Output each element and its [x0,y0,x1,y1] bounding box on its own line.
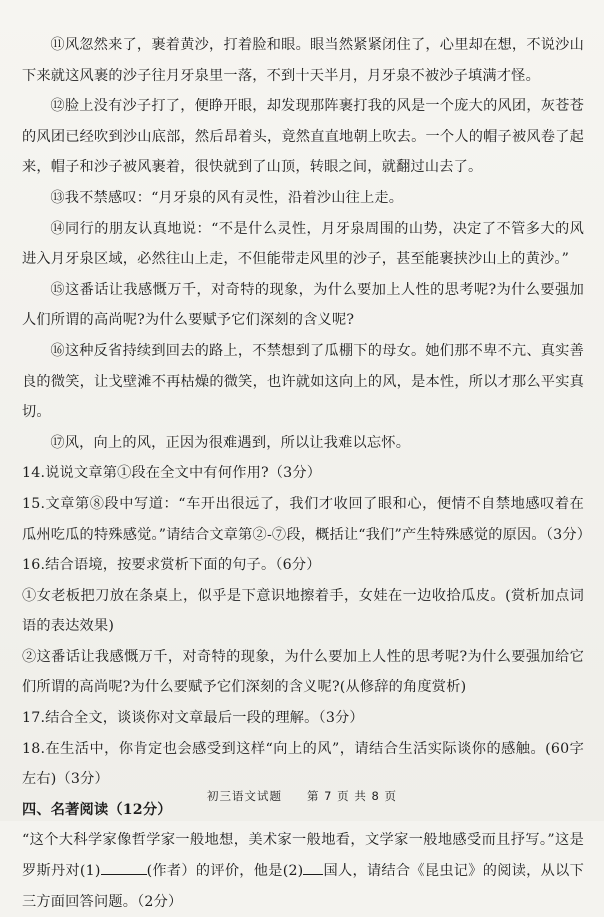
question-18: 18.在生活中，你肯定也会感受到这样“向上的风”，请结合生活实际谈你的感触。(60字左右)（3分） [22,740,584,788]
paragraph-17: ⑰风，向上的风，正因为很难遇到，所以让我难以忘怀。 [50,434,411,451]
section-title: 四、名著阅读（12分） [22,801,172,818]
reading-text-3: 国人，请结合《昆虫记》的阅读，从以下三方面回答问题。（2分） [22,863,584,910]
question-17: 17.结合全文，谈谈你对文章最后一段的理解。（3分） [22,710,364,727]
reading-text-2: (作者）的评价，他是(2) [146,863,304,880]
page-footer: 初三语文试题 第 7 页 共 8 页 [207,789,397,803]
question-16-item-1: ①女老板把刀放在条桌上，似乎是下意识地擦着手，女娃在一边收拾瓜皮。(赏析加点词语的表达效果) [22,587,584,635]
paragraph-12: ⑫脸上没有沙子打了，便睁开眼，却发现那阵裹打我的风是一个庞大的风团，灰苍苍的风团已经吹到沙山底部，然后昂着头，竟然直直地朝上吹去。一个人的帽子被风卷了起来，帽子和沙子被风裹着，很快就到了山顶，转眼之间，就翻过山去了。 [22,98,584,176]
reading-question [22,825,584,917]
question-16-item-2: ②这番话让我感慨万千，对奇特的现象，为什么要加上人性的思考呢?为什么要强加给它们所谓的高尚呢?为什么要赋予它们深刻的含义呢?(从修辞的角度赏析) [22,648,584,696]
question-14: 14.说说文章第①段在全文中有何作用?（3分） [22,465,322,482]
answer-blank-1 [101,874,147,875]
answer-blank-2 [303,874,323,875]
question-16: 16.结合语境，按要求赏析下面的句子。（6分） [22,557,321,574]
paragraph-16: ⑯这种反省持续到回去的路上，不禁想到了瓜棚下的母女。她们那不卑不亢、真实善良的微笑，让戈壁滩不再枯燥的微笑，也许就如这向上的风，是本性，所以才那么平实真切。 [22,342,584,421]
paragraph-15: ⑮这番话让我感慨万千，对奇特的现象，为什么要加上人性的思考呢?为什么要强加人们所谓的高尚呢?为什么要赋予它们深刻的含义呢? [22,281,584,329]
question-15: 15.文章第⑧段中写道：“车开出很远了，我们才收回了眼和心，便情不自禁地感叹着在瓜州吃瓜的特殊感觉。”请结合文章第②-⑦段，概括让“我们”产生特殊感觉的原因。（3分） [22,495,592,543]
paragraph-11: ⑪风忽然来了，裹着黄沙，打着脸和眼。眼当然紧紧闭住了，心里却在想，不说沙山下来就这风裹的沙子往月牙泉里一落，不到十天半月，月牙泉不被沙子填满才怪。 [22,37,584,84]
reading-text-1: “这个大科学家像哲学家一般地想，美术家一般地看，文学家一般地感受而且抒写。”这是罗斯丹对(1) [22,832,584,880]
paragraph-14: ⑭同行的朋友认真地说：“不是什么灵性，月牙泉周围的山势，决定了不管多大的风进入月牙泉区域，必然往山上走，不但能带走风里的沙子，甚至能裹挟沙山上的黄沙。” [22,220,584,268]
page-content [22,30,592,917]
paragraph-13: ⑬我不禁感叹：“月牙泉的风有灵性，沿着沙山往上走。 [50,189,404,206]
